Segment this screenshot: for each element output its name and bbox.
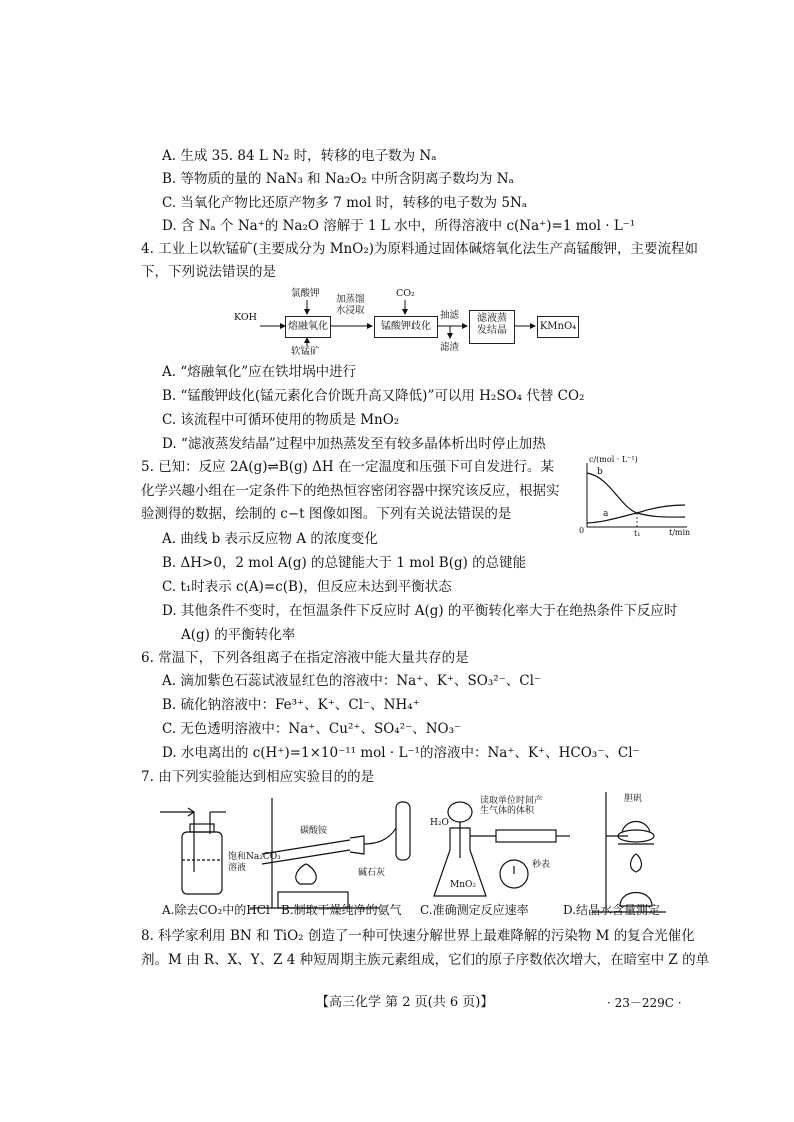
q5-stem-line-2: 化学兴趣小组在一定条件下的绝热恒容密闭容器中探究该反应，根据实 xyxy=(141,483,560,499)
q6-option-a: A. 滴加紫色石蕊试液显红色的溶液中：Na⁺、K⁺、SO₃²⁻、Cl⁻ xyxy=(162,673,542,689)
q6-option-d: D. 水电离出的 c(H⁺)=1×10⁻¹¹ mol · L⁻¹的溶液中：Na⁺、K⁺、HCO₃⁻、Cl⁻ xyxy=(162,745,640,761)
ct-graph-axes xyxy=(575,455,695,537)
flow-step-filter: 抽滤 xyxy=(440,310,460,321)
q8-line-2: 剂。M 由 R、X、Y、Z 4 种短周期主族元素组成，它们的原子序数依次增大，在暗室中 Z 的单 xyxy=(141,952,710,968)
label-a-solution: 饱和Na₂CO₃ 溶液 xyxy=(228,852,281,873)
curve-a xyxy=(587,505,685,523)
curve-a-label: a xyxy=(603,509,609,519)
label-c-reading: 读取单位时间产 生气体的体积 xyxy=(480,796,544,816)
curve-b xyxy=(587,473,685,517)
label-d-reagent: 胆矾 xyxy=(624,794,643,804)
q7-caption-b: B.制取干燥纯净的氨气 xyxy=(281,903,402,917)
apparatus-a xyxy=(160,808,226,894)
label-c-water: H₂O xyxy=(430,818,449,828)
q5-option-a: A. 曲线 b 表示反应物 A 的浓度变化 xyxy=(162,531,378,547)
q5-option-d: D. 其他条件不变时，在恒温条件下反应时 A(g) 的平衡转化率大于在绝热条件下反应时 xyxy=(162,603,678,619)
flow-top-label-2: CO₂ xyxy=(396,288,415,299)
flow-step-leach: 加蒸馏 水浸取 xyxy=(336,294,365,316)
q3-option-b: B. 等物质的量的 NaN₃ 和 Na₂O₂ 中所含阴离子数均为 Nₐ xyxy=(162,171,514,187)
q3-option-a: A. 生成 35. 84 L N₂ 时，转移的电子数为 Nₐ xyxy=(162,148,437,164)
apparatus-d xyxy=(592,792,666,912)
curve-b-label: b xyxy=(597,467,603,477)
label-b-reagent: 碳酸铵 xyxy=(300,826,328,836)
q7-caption-a: A.除去CO₂中的HCl xyxy=(162,903,270,917)
flow-input-koh: KOH xyxy=(234,312,257,323)
q6-stem: 6. 常温下，下列各组离子在指定溶液中能大量共存的是 xyxy=(141,650,469,666)
q8-line-1: 8. 科学家利用 BN 和 TiO₂ 创造了一种可快速分解世界上最难降解的污染物 M 的复合光催化 xyxy=(141,928,695,944)
page-code: · 23－229C · xyxy=(607,996,682,1010)
q5-option-b: B. ΔH>0，2 mol A(g) 的总键能大于 1 mol B(g) 的总键能 xyxy=(162,555,527,571)
q4-option-a: A. “熔融氧化”应在铁坩埚中进行 xyxy=(162,364,357,380)
q5-stem-line-3: 验测得的数据，绘制的 c−t 图像如图。下列有关说法错误的是 xyxy=(141,506,512,522)
q4-stem-line-1: 4. 工业上以软锰矿(主要成分为 MnO₂)为原料通过固体碱熔氧化法生产高锰酸钾，主要流程如 xyxy=(141,241,698,257)
label-c-watch: 秒表 xyxy=(532,860,551,870)
q7-stem: 7. 由下列实验能达到相应实验目的的是 xyxy=(141,769,375,785)
q7-caption-d: D.结晶水含量测定 xyxy=(563,903,661,917)
q6-option-b: B. 硫化钠溶液中：Fe³⁺、K⁺、Cl⁻、NH₄⁺ xyxy=(162,697,420,713)
graph-t1: t₁ xyxy=(634,529,641,538)
label-c-mno2: MnO₂ xyxy=(450,880,476,890)
page-footer: 【高三化学 第 2 页(共 6 页)】 xyxy=(316,995,494,1010)
q4-stem-line-2: 下，下列说法错误的是 xyxy=(141,264,276,280)
q5-ct-graph xyxy=(575,455,695,537)
flow-box-product: KMnO₄ xyxy=(537,316,579,338)
label-b-lime: 碱石灰 xyxy=(358,868,386,878)
q3-option-c: C. 当氧化产物比还原产物多 7 mol 时，转移的电子数为 5Nₐ xyxy=(162,195,528,211)
flow-box-melt-oxidation: 熔融氧化 xyxy=(285,316,331,338)
q5-stem-line-1: 5. 已知：反应 2A(g)⇌B(g) ΔH 在一定温度和压强下可自发进行。某 xyxy=(141,459,554,475)
flow-bottom-label-1: 软锰矿 xyxy=(291,346,320,357)
q4-flow-diagram xyxy=(234,286,580,358)
graph-ylabel: c/(mol · L⁻¹) xyxy=(589,455,638,464)
flow-bottom-label-3: 滤渣 xyxy=(440,342,460,353)
q3-option-d: D. 含 Nₐ 个 Na⁺的 Na₂O 溶解于 1 L 水中，所得溶液中 c(Na⁺)=1 mol · L⁻¹ xyxy=(162,218,636,234)
graph-xlabel: t/min xyxy=(669,528,691,537)
q6-option-c: C. 无色透明溶液中：Na⁺、Cu²⁺、SO₄²⁻、NO₃⁻ xyxy=(162,721,462,737)
graph-origin: 0 xyxy=(579,526,585,535)
q4-option-d: D. “滤液蒸发结晶”过程中加热蒸发至有较多晶体析出时停止加热 xyxy=(162,436,546,452)
flow-box-evaporation: 滤液蒸 发结晶 xyxy=(469,310,515,344)
flow-box-disproportionation: 锰酸钾歧化 xyxy=(374,316,438,338)
q4-option-c: C. 该流程中可循环使用的物质是 MnO₂ xyxy=(162,412,400,428)
q4-option-b: B. “锰酸钾歧化(锰元素化合价既升高又降低)”可以用 H₂SO₄ 代替 CO₂ xyxy=(162,388,585,404)
flow-top-label-1: 氯酸钾 xyxy=(291,288,320,299)
q5-option-c: C. t₁时表示 c(A)=c(B)，但反应未达到平衡状态 xyxy=(162,579,452,595)
q7-caption-c: C.准确测定反应速率 xyxy=(420,903,529,917)
q5-option-d-cont: A(g) 的平衡转化率 xyxy=(181,627,296,643)
